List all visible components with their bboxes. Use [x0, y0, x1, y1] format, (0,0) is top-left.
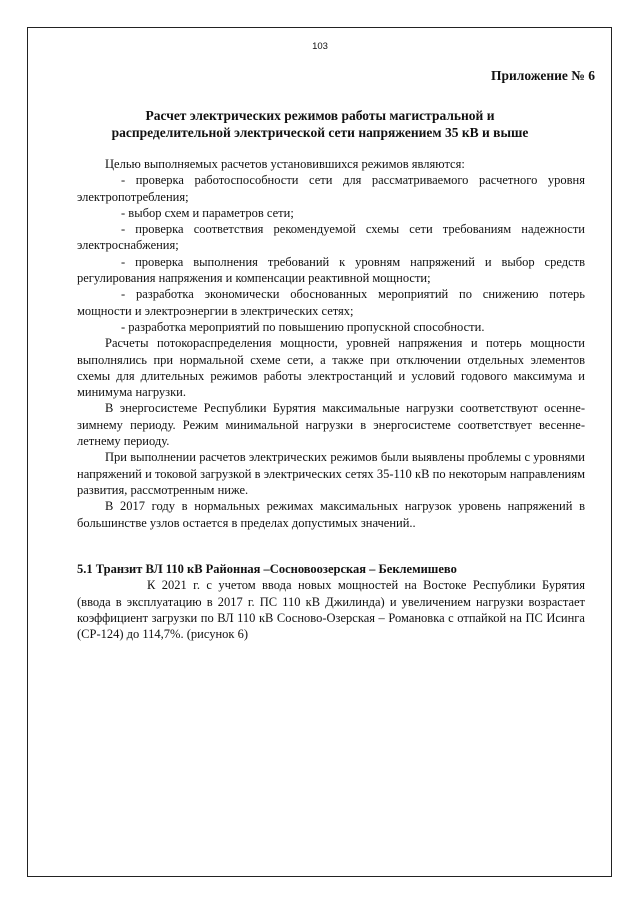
paragraph: При выполнении расчетов электрических режимов были выявлены проблемы с уровнями напряжений и токовой загрузкой в электрических сетях 35-110 кВ по некоторым направлениям развития, рассмотренным ниже. [77, 450, 585, 497]
list-item: - проверка соответствия рекомендуемой схемы сети требованиям надежности электроснабжения; [77, 222, 585, 253]
list-item: - разработка экономически обоснованных мероприятий по снижению потерь мощности и электроэнергии в электрических сетях; [77, 287, 585, 318]
document-title [60, 107, 580, 141]
list-item: - выбор схем и параметров сети; [121, 205, 294, 220]
title-line-2: распределительной электрической сети напряжением 35 кВ и выше [111, 125, 529, 140]
section-5-1 [77, 561, 585, 642]
section-heading: 5.1 Транзит ВЛ 110 кВ Районная –Сосновоозерская – Беклемишево [77, 562, 457, 576]
list-item: - проверка работоспособности сети для рассматриваемого расчетного уровня электропотребления; [77, 173, 585, 204]
section-paragraph: К 2021 г. с учетом ввода новых мощностей на Востоке Республики Бурятия (ввода в эксплуатацию в 2017 г. ПС 110 кВ Джилинда) и увеличением нагрузки возрастает коэффициент загрузки по ВЛ 110 кВ Сосново-Озерская – Романовка с отпайкой на ПС Исинга (СР-124) до 114,7%. (рисунок 6) [77, 578, 585, 642]
body-text [77, 156, 585, 531]
paragraph: В 2017 году в нормальных режимах максимальных нагрузок уровень напряжений в большинстве узлов остается в пределах допустимых значений.. [77, 499, 585, 530]
title-line-1: Расчет электрических режимов работы магистральной и [145, 108, 495, 123]
appendix-label: Приложение № 6 [491, 68, 595, 83]
paragraph-intro: Целью выполняемых расчетов установившихся режимов являются: [105, 157, 465, 171]
page-number: 103 [312, 41, 328, 52]
list-item: - разработка мероприятий по повышению пропускной способности. [121, 319, 485, 334]
paragraph: В энергосистеме Республики Бурятия максимальные нагрузки соответствуют осенне-зимнему периоду. Режим минимальной нагрузки в энергосистеме соответствует весенне-летнему периоду. [77, 401, 585, 449]
paragraph: Расчеты потокораспределения мощности, уровней напряжения и потерь мощности выполнялись при нормальной схеме сети, а также при отключении отдельных элементов схемы для длительных режимов работы электростанций и условий годового максимума и минимума нагрузки. [77, 336, 585, 400]
list-item: - проверка выполнения требований к уровням напряжений и выбор средств регулирования напряжения и компенсации реактивной мощности; [77, 254, 585, 286]
